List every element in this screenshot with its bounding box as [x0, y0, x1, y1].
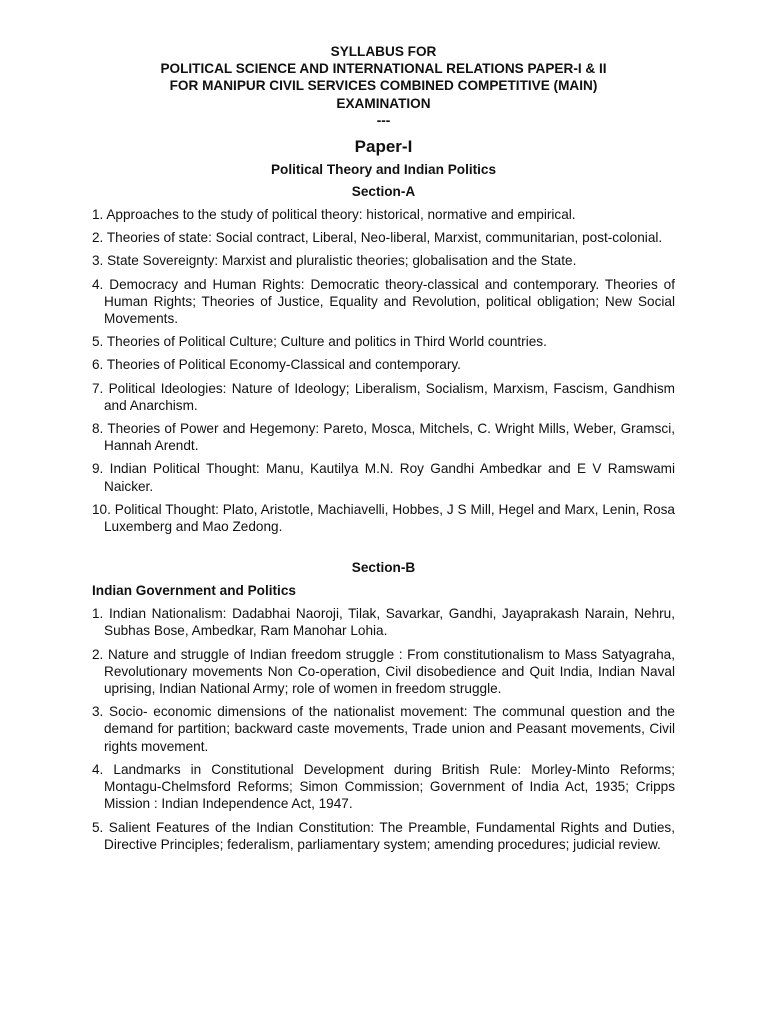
- section-b-list: [92, 605, 675, 853]
- list-item: 9. Indian Political Thought: Manu, Kautilya M.N. Roy Gandhi Ambedkar and E V Ramswami Naicker.: [92, 461, 675, 494]
- list-item: 5. Theories of Political Culture; Culture and politics in Third World countries.: [92, 334, 547, 350]
- paper-title: Paper-I: [354, 137, 413, 157]
- section-b-heading: Section-B: [351, 560, 416, 576]
- section-a-list: [92, 206, 675, 535]
- list-item: 2. Theories of state: Social contract, Liberal, Neo-liberal, Marxist, communitarian, post-colonial.: [92, 230, 663, 246]
- list-item: 8. Theories of Power and Hegemony: Pareto, Mosca, Mitchels, C. Wright Mills, Weber, Gramsci, Hannah Arendt.: [92, 421, 675, 454]
- list-item: 1. Indian Nationalism: Dadabhai Naoroji, Tilak, Savarkar, Gandhi, Jayaprakash Narain, Nehru, Subhas Bose, Ambedkar, Ram Manohar Lohia.: [92, 606, 675, 639]
- list-item: 6. Theories of Political Economy-Classical and contemporary.: [92, 357, 461, 373]
- list-item: 4. Democracy and Human Rights: Democratic theory-classical and contemporary. Theories of Human Rights; Theories of Justice, Equality and Revolution, political obligation; New Social Movements.: [92, 276, 675, 327]
- list-item: 4. Landmarks in Constitutional Development during British Rule: Morley-Minto Reforms; Montagu-Chelmsford Reforms; Simon Commission; Government of India Act, 1935; Cripps Mission : Indian Independence Act, 1947.: [92, 761, 675, 812]
- list-item: 2. Nature and struggle of Indian freedom struggle : From constitutionalism to Mass Satyagraha, Revolutionary movements Non Co-operation, Civil disobedience and Quit India, Indian Naval uprising, Indian National Army; role of women in freedom struggle.: [92, 646, 675, 697]
- title-line-1: SYLLABUS FOR: [330, 44, 437, 59]
- list-item: 1. Approaches to the study of political theory: historical, normative and empirical.: [92, 207, 576, 223]
- document-page: [92, 43, 675, 853]
- paper-subtitle: Political Theory and Indian Politics: [270, 162, 497, 178]
- title-line-3: FOR MANIPUR CIVIL SERVICES COMBINED COMPETITIVE (MAIN): [169, 78, 598, 94]
- list-item: 5. Salient Features of the Indian Constitution: The Preamble, Fundamental Rights and Duties, Directive Principles; federalism, parliamentary system; amending procedures; judicial review.: [92, 819, 675, 852]
- list-item: 10. Political Thought: Plato, Aristotle, Machiavelli, Hobbes, J S Mill, Hegel and Marx, Lenin, Rosa Luxemberg and Mao Zedong.: [92, 501, 675, 535]
- title-separator: ---: [376, 112, 391, 128]
- title-line-2: POLITICAL SCIENCE AND INTERNATIONAL RELATIONS PAPER-I & II: [160, 61, 607, 77]
- section-a-heading: Section-A: [351, 184, 416, 200]
- title-line-4: EXAMINATION: [336, 95, 431, 111]
- list-item: 7. Political Ideologies: Nature of Ideology; Liberalism, Socialism, Marxism, Fascism, Gandhism and Anarchism.: [92, 380, 675, 413]
- list-item: 3. Socio- economic dimensions of the nationalist movement: The communal question and the demand for partition; backward caste movements, Trade union and Peasant movements, Civil rights movement.: [92, 704, 675, 754]
- list-item: 3. State Sovereignty: Marxist and pluralistic theories; globalisation and the State.: [92, 253, 577, 269]
- section-b-subheading: Indian Government and Politics: [92, 583, 296, 599]
- syllabus-title-block: [92, 43, 675, 129]
